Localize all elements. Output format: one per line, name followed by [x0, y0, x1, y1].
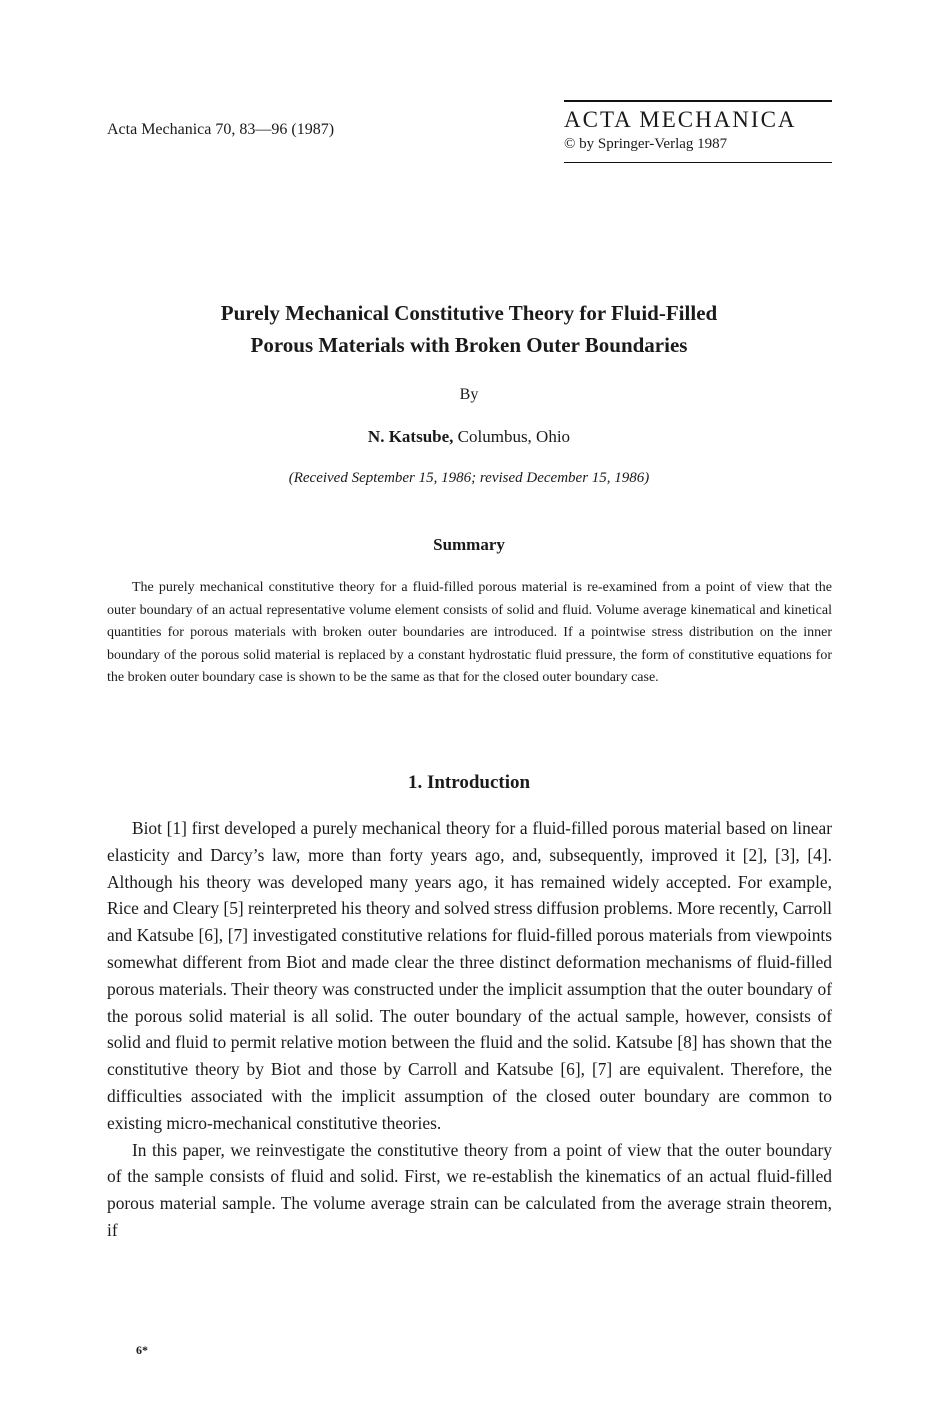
paragraph: In this paper, we reinvestigate the constitutive theory from a point of view that the outer boundary of the sample consists of fluid and solid. First, we re-establish the kinematics of an actual fluid-filled porous material sample. The volume average strain can be calculated from the average strain theorem, if: [107, 1139, 832, 1240]
author-line: [0, 427, 938, 447]
journal-masthead: [564, 100, 832, 163]
masthead-bottom-rule: [564, 162, 832, 163]
signature-mark: 6*: [136, 1343, 148, 1357]
article-title: [0, 297, 938, 361]
introduction-heading: 1. Introduction: [407, 772, 531, 793]
journal-name: ACTA MECHANICA: [564, 107, 797, 132]
copyright-notice: © by Springer-Verlag 1987: [564, 136, 728, 152]
title-line-2: Porous Materials with Broken Outer Boundaries: [250, 333, 688, 357]
paragraph: Biot [1] first developed a purely mechanical theory for a fluid-filled porous material based on linear elasticity and Darcy’s law, more than forty years ago, and, subsequently, improved it [2], [3], [4]. Although his theory was developed many years ago, it has remained widely accepted. For example, Rice and Cleary [5] reinterpreted his theory and solved stress diffusion problems. More recently, Carroll and Katsube [6], [7] investigated constitutive relations for fluid-filled porous materials from viewpoints somewhat different from Biot and made clear the three distinct deformation mechanisms of fluid-filled porous materials. Their theory was constructed under the implicit assumption that the outer boundary of the porous solid material is all solid. The outer boundary of the actual sample, however, consists of solid and fluid to permit relative motion between the fluid and the solid. Katsube [8] has shown that the constitutive theory by Biot and those by Carroll and Katsube [6], [7] are equivalent. Therefore, the difficulties associated with the implicit assumption of the closed outer boundary are common to existing micro-mechanical constitutive theories.: [107, 818, 832, 1133]
title-line-1: Purely Mechanical Constitutive Theory for Fluid-Filled: [220, 301, 718, 325]
journal-reference: Acta Mechanica 70, 83—96 (1987): [107, 121, 335, 138]
summary-text: The purely mechanical constitutive theory for a fluid-filled porous material is re-examined from a point of view that the outer boundary of an actual representative volume element consists of solid and fluid. Volume average kinematical and kinetical quantities for porous materials with broken outer boundaries are introduced. If a pointwise stress distribution on the inner boundary of the porous solid material is replaced by a constant hydrostatic fluid pressure, the form of constitutive equations for the broken outer boundary case is shown to be the same as that for the closed outer boundary case.: [107, 580, 832, 685]
by-line: By: [459, 386, 479, 403]
author-name: N. Katsube,: [367, 427, 454, 446]
received-dates: (Received September 15, 1986; revised December 15, 1986): [288, 470, 650, 486]
introduction-body: [107, 815, 832, 1244]
summary-heading: Summary: [433, 535, 505, 554]
masthead-top-rule: [564, 100, 832, 102]
author-affiliation: Columbus, Ohio: [457, 427, 571, 446]
